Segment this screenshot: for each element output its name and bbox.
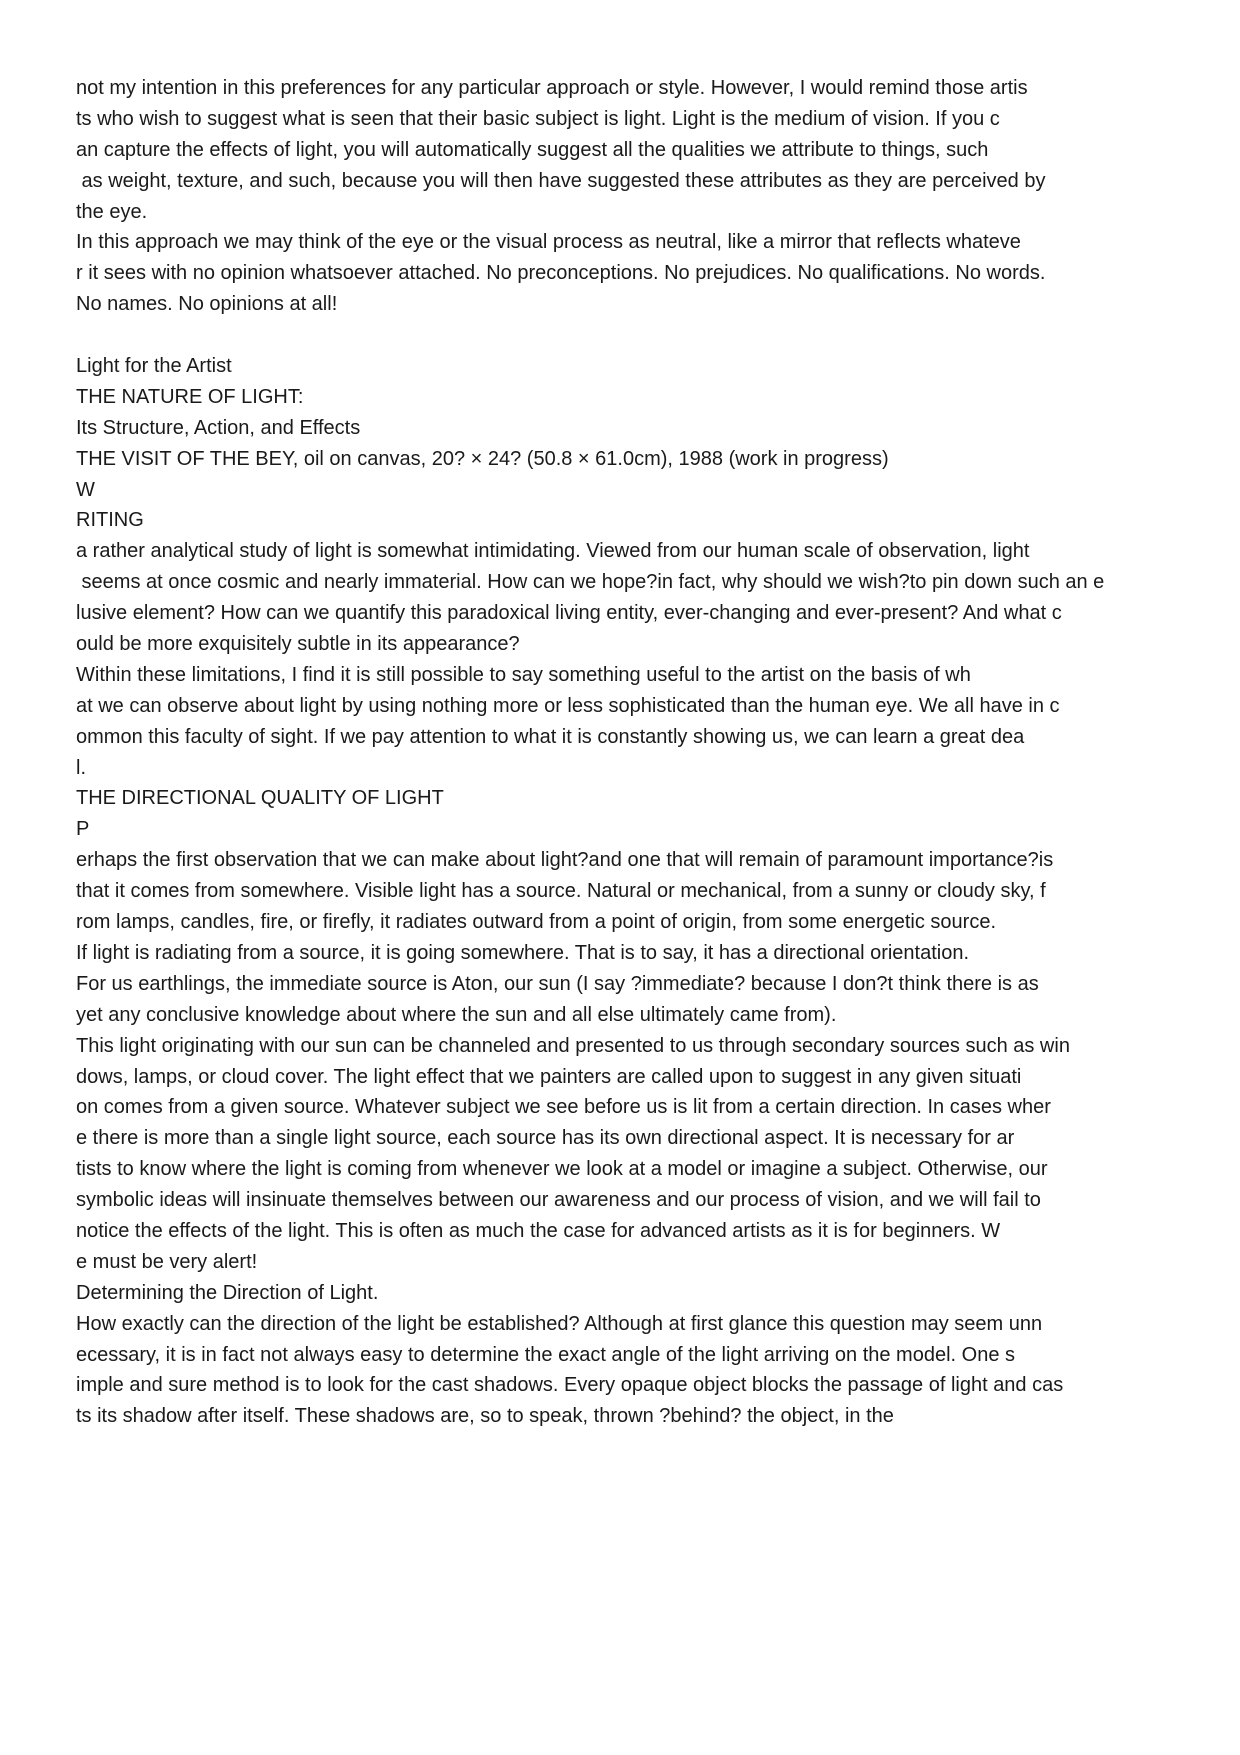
- figure-caption: THE VISIT OF THE BEY, oil on canvas, 20? × 24? (50.8 × 61.0cm), 1988 (work in progress): [76, 447, 889, 470]
- text-line: If light is radiating from a source, it is going somewhere. That is to say, it has a directional orientation.: [76, 941, 970, 964]
- text-line: symbolic ideas will insinuate themselves between our awareness and our process of vision, and we will fail to: [76, 1189, 1041, 1212]
- text-line: No names. No opinions at all!: [76, 293, 338, 316]
- text-line: an capture the effects of light, you will automatically suggest all the qualities we attribute to things, such: [76, 138, 989, 161]
- text-line: ould be more exquisitely subtle in its appearance?: [76, 633, 520, 656]
- text-line: at we can observe about light by using nothing more or less sophisticated than the human eye. We all have in c: [76, 694, 1060, 717]
- text-line: ecessary, it is in fact not always easy to determine the exact angle of the light arriving on the model. One s: [76, 1343, 1016, 1366]
- text-line: For us earthlings, the immediate source is Aton, our sun (I say ?immediate? because I don?t think there is as: [76, 972, 1039, 995]
- text-line: notice the effects of the light. This is often as much the case for advanced artists as it is for beginners. W: [76, 1219, 1001, 1242]
- text-line: How exactly can the direction of the light be established? Although at first glance this question may seem unn: [76, 1312, 1043, 1335]
- text-line: RITING: [76, 509, 144, 532]
- text-line: ts who wish to suggest what is seen that their basic subject is light. Light is the medium of vision. If you c: [76, 107, 1000, 130]
- chapter-subheading: Its Structure, Action, and Effects: [76, 416, 361, 439]
- text-line: dows, lamps, or cloud cover. The light effect that we painters are called upon to suggest in any given situati: [76, 1065, 1022, 1088]
- subsection-heading: Determining the Direction of Light.: [76, 1281, 379, 1304]
- text-line: that it comes from somewhere. Visible light has a source. Natural or mechanical, from a sunny or cloudy sky, f: [76, 880, 1046, 903]
- drop-cap: P: [76, 818, 90, 841]
- text-line: imple and sure method is to look for the cast shadows. Every opaque object blocks the passage of light and cas: [76, 1374, 1064, 1397]
- document-page: [76, 73, 1226, 1432]
- text-line: In this approach we may think of the eye or the visual process as neutral, like a mirror that reflects whateve: [76, 231, 1021, 254]
- text-line: ommon this faculty of sight. If we pay attention to what it is constantly showing us, we can learn a great dea: [76, 725, 1025, 748]
- text-line: tists to know where the light is coming from whenever we look at a model or imagine a subject. Otherwise, our: [76, 1158, 1048, 1181]
- text-line: erhaps the first observation that we can make about light?and one that will remain of paramount importance?is: [76, 849, 1054, 872]
- book-title: Light for the Artist: [76, 355, 232, 378]
- text-line: ts its shadow after itself. These shadows are, so to speak, thrown ?behind? the object, in the: [76, 1405, 894, 1428]
- text-line: not my intention in this preferences for any particular approach or style. However, I would remind those artis: [76, 77, 1028, 99]
- text-line: Within these limitations, I find it is still possible to say something useful to the artist on the basis of wh: [76, 663, 971, 686]
- drop-cap: W: [76, 478, 95, 501]
- text-line: e must be very alert!: [76, 1250, 258, 1273]
- text-line: r it sees with no opinion whatsoever attached. No preconceptions. No prejudices. No qualifications. No words.: [76, 262, 1046, 285]
- text-line: yet any conclusive knowledge about where the sun and all else ultimately came from).: [76, 1003, 837, 1026]
- text-line: a rather analytical study of light is somewhat intimidating. Viewed from our human scale of observation, light: [76, 540, 1030, 563]
- text-line: e there is more than a single light source, each source has its own directional aspect. It is necessary for ar: [76, 1127, 1015, 1150]
- chapter-heading: THE NATURE OF LIGHT:: [76, 385, 304, 408]
- text-line: seems at once cosmic and nearly immaterial. How can we hope?in fact, why should we wish?to pin down such an e: [76, 571, 1105, 594]
- text-line: rom lamps, candles, fire, or firefly, it radiates outward from a point of origin, from some energetic source.: [76, 911, 996, 934]
- text-line: as weight, texture, and such, because you will then have suggested these attributes as they are perceived by: [76, 169, 1046, 192]
- text-line: l.: [76, 756, 86, 779]
- text-line: the eye.: [76, 200, 148, 223]
- blank-line: [76, 320, 1226, 351]
- section-heading: THE DIRECTIONAL QUALITY OF LIGHT: [76, 787, 444, 810]
- text-line: lusive element? How can we quantify this paradoxical living entity, ever-changing and ever-present? And what c: [76, 602, 1062, 625]
- text-line: This light originating with our sun can be channeled and presented to us through secondary sources such as win: [76, 1034, 1070, 1057]
- text-line: on comes from a given source. Whatever subject we see before us is lit from a certain direction. In cases wher: [76, 1096, 1051, 1119]
